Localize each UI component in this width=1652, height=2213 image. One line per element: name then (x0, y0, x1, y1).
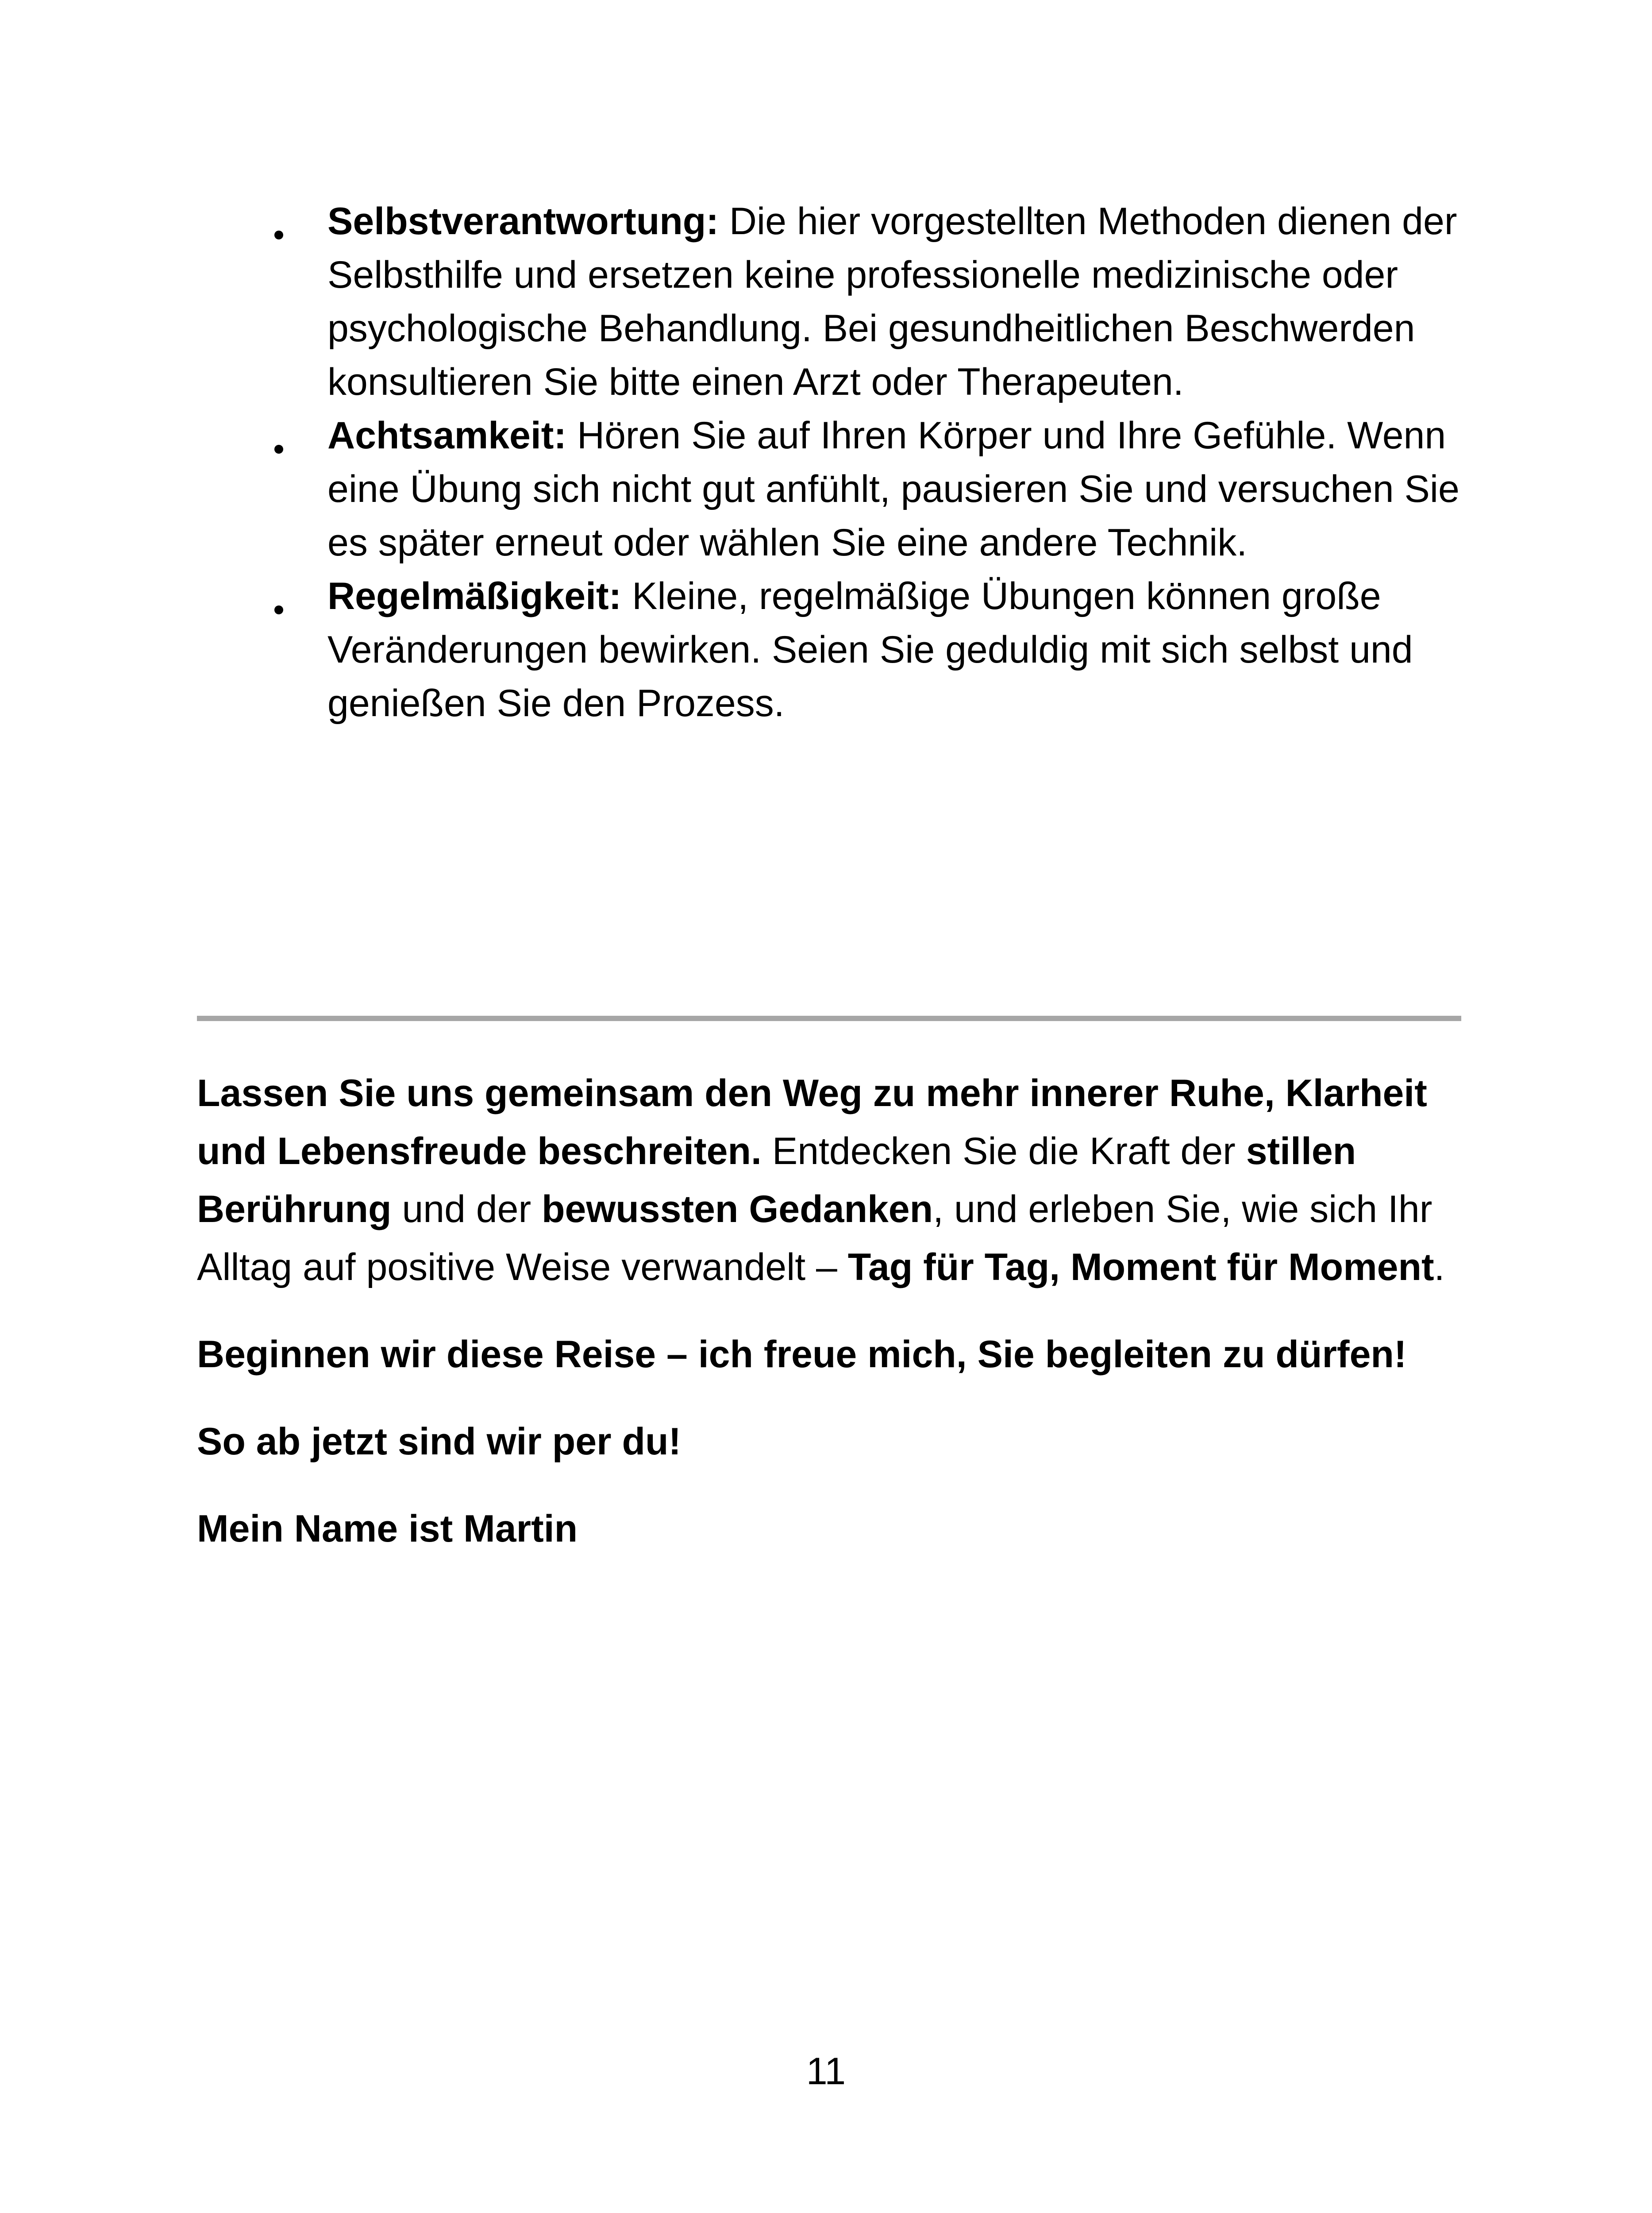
list-item-text: Die hier vorgestellten Methoden dienen der Selbsthilfe und ersetzen keine professionelle medizinische oder psychologische Behandlung. Bei gesundheitlichen Beschwerden konsultieren Sie bitte einen Arzt oder Therapeuten. (327, 200, 1457, 403)
emphasis-text: Tag für Tag, Moment für Moment (847, 1246, 1434, 1288)
emphasis-text: stillen Berührung (197, 1130, 1356, 1230)
page-number: 11 (806, 2050, 846, 2093)
body-text: und der (391, 1188, 542, 1230)
author-introduction: Mein Name ist Martin (197, 1507, 578, 1550)
guidelines-list (327, 195, 1500, 730)
closing-paragraph (197, 1064, 1480, 1296)
bullet-icon (266, 195, 292, 248)
emphasis-text: Lassen Sie uns gemeinsam den Weg zu mehr innerer Ruhe, Klarheit und Lebensfreude beschreiten. (197, 1072, 1427, 1172)
body-text: . (1434, 1246, 1445, 1288)
journey-statement: Beginnen wir diese Reise – ich freue mich, Sie begleiten zu dürfen! (197, 1333, 1407, 1376)
emphasis-text: bewussten Gedanken (542, 1188, 933, 1230)
bullet-icon (266, 570, 292, 623)
list-item (327, 570, 1500, 730)
horizontal-divider (197, 1016, 1461, 1021)
bullet-icon (266, 409, 292, 463)
list-item (327, 409, 1500, 570)
body-text: , und erleben Sie, wie sich Ihr Alltag auf positive Weise verwandelt – (197, 1188, 1433, 1288)
informal-address-statement: So ab jetzt sind wir per du! (197, 1420, 682, 1463)
closing-section (197, 1064, 1480, 1587)
body-text: Entdecken Sie die Kraft der (761, 1130, 1246, 1172)
list-item (327, 195, 1500, 409)
list-item-term: Selbstverantwortung: (327, 200, 719, 243)
list-item-term: Regelmäßigkeit: (327, 575, 622, 617)
list-item-text: Hören Sie auf Ihren Körper und Ihre Gefühle. Wenn eine Übung sich nicht gut anfühlt, pausieren Sie und versuchen Sie es später erneut oder wählen Sie eine andere Technik. (327, 414, 1459, 564)
list-item-term: Achtsamkeit: (327, 414, 567, 457)
list-item-text: Kleine, regelmäßige Übungen können große Veränderungen bewirken. Seien Sie geduldig mit sich selbst und genießen Sie den Prozess. (327, 575, 1413, 725)
